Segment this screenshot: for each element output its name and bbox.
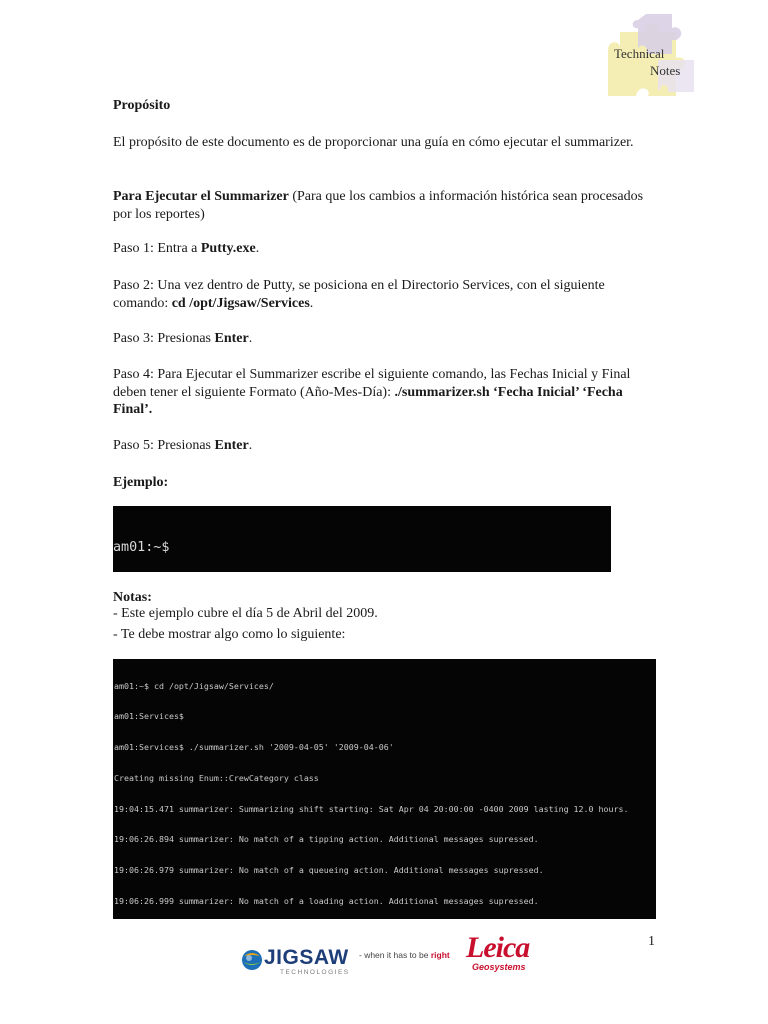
paso-5-bold: Enter [214, 438, 249, 453]
paso-1 [113, 240, 653, 258]
terminal-line: am01:Services$ [114, 711, 184, 722]
tagline-bold: right [430, 950, 450, 960]
technical-notes-line2: Notes [650, 63, 681, 78]
terminal-line: am01:~$ [113, 539, 170, 555]
tagline [359, 950, 450, 960]
paso-2-bold: cd /opt/Jigsaw/Services [171, 295, 310, 311]
notas-heading: Notas: [113, 590, 152, 605]
leica-geosystems-text: Geosystems [472, 962, 526, 972]
proposito-heading: Propósito [113, 98, 171, 113]
paso-1-text: Paso 1: Entra a [113, 241, 201, 256]
paso-5-end: . [248, 438, 253, 453]
paso-3-end: . [248, 331, 253, 346]
para-ejecutar-paragraph [113, 188, 653, 223]
ejemplo-heading: Ejemplo: [113, 475, 169, 490]
paso-4-bold: ./summarizer.sh ‘Fecha Inicial’ ‘Fecha Final’. [113, 384, 623, 418]
terminal-line: am01:Services$ ./summarizer.sh '2009-04-05' '2009-04-06' [114, 742, 394, 752]
nota-2: - Te debe mostrar algo como lo siguiente: [113, 627, 346, 642]
proposito-text: El propósito de este documento es de proporcionar una guía en cómo ejecutar el summarizer. [113, 135, 634, 150]
paso-2-text: Paso 2: Una vez dentro de Putty, se posiciona en el Directorio Services, con el siguiente comando: [113, 278, 605, 311]
terminal-line: 19:06:26.979 summarizer: No match of a queueing action. Additional messages supressed. [114, 865, 544, 875]
terminal-line: am01:~$ cd /opt/Jigsaw/Services/ [114, 680, 274, 691]
jigsaw-logo-text: JIGSAW [264, 946, 349, 969]
paso-1-end: . [255, 241, 260, 256]
terminal-output [113, 659, 656, 919]
terminal-line: 19:06:26.894 summarizer: No match of a tipping action. Additional messages supressed. [114, 834, 539, 845]
paso-3-bold: Enter [214, 331, 249, 346]
paso-4 [113, 366, 653, 419]
paso-5 [113, 437, 653, 455]
terminal-line: 19:04:15.471 summarizer: Summarizing shift starting: Sat Apr 04 20:00:00 -0400 2009 lasting 12.0 hours. [114, 803, 629, 814]
terminal-line: Creating missing Enum::CrewCategory class [114, 772, 319, 783]
jigsaw-logo-subtext: TECHNOLOGIES [280, 969, 350, 976]
page-number: 1 [648, 934, 655, 949]
para-ejecutar-bold: Para Ejecutar el Summarizer [113, 189, 289, 204]
paso-3-text: Paso 3: Presionas [113, 331, 215, 346]
paso-1-bold: Putty.exe [200, 241, 256, 256]
technical-notes-line1: Technical [614, 46, 665, 61]
paso-2 [113, 277, 653, 312]
terminal-line: 19:06:26.999 summarizer: No match of a loading action. Additional messages supressed. [114, 895, 539, 906]
paso-5-text: Paso 5: Presionas [113, 438, 215, 453]
paso-4-text: Paso 4: Para Ejecutar el Summarizer escribe el siguiente comando, las Fechas Inicial y Final deben tener el siguiente Formato (Año-Mes-Día): [113, 367, 631, 400]
leica-logo-text: Leica [466, 931, 530, 964]
para-ejecutar-rest: (Para que los cambios a información histórica sean procesados por los reportes) [113, 189, 644, 222]
terminal-example-command [113, 506, 611, 572]
paso-3 [113, 330, 653, 348]
nota-1: - Este ejemplo cubre el día 5 de Abril del 2009. [113, 606, 378, 621]
paso-2-end: . [309, 295, 314, 311]
tagline-prefix: - when it has to be [359, 950, 431, 960]
